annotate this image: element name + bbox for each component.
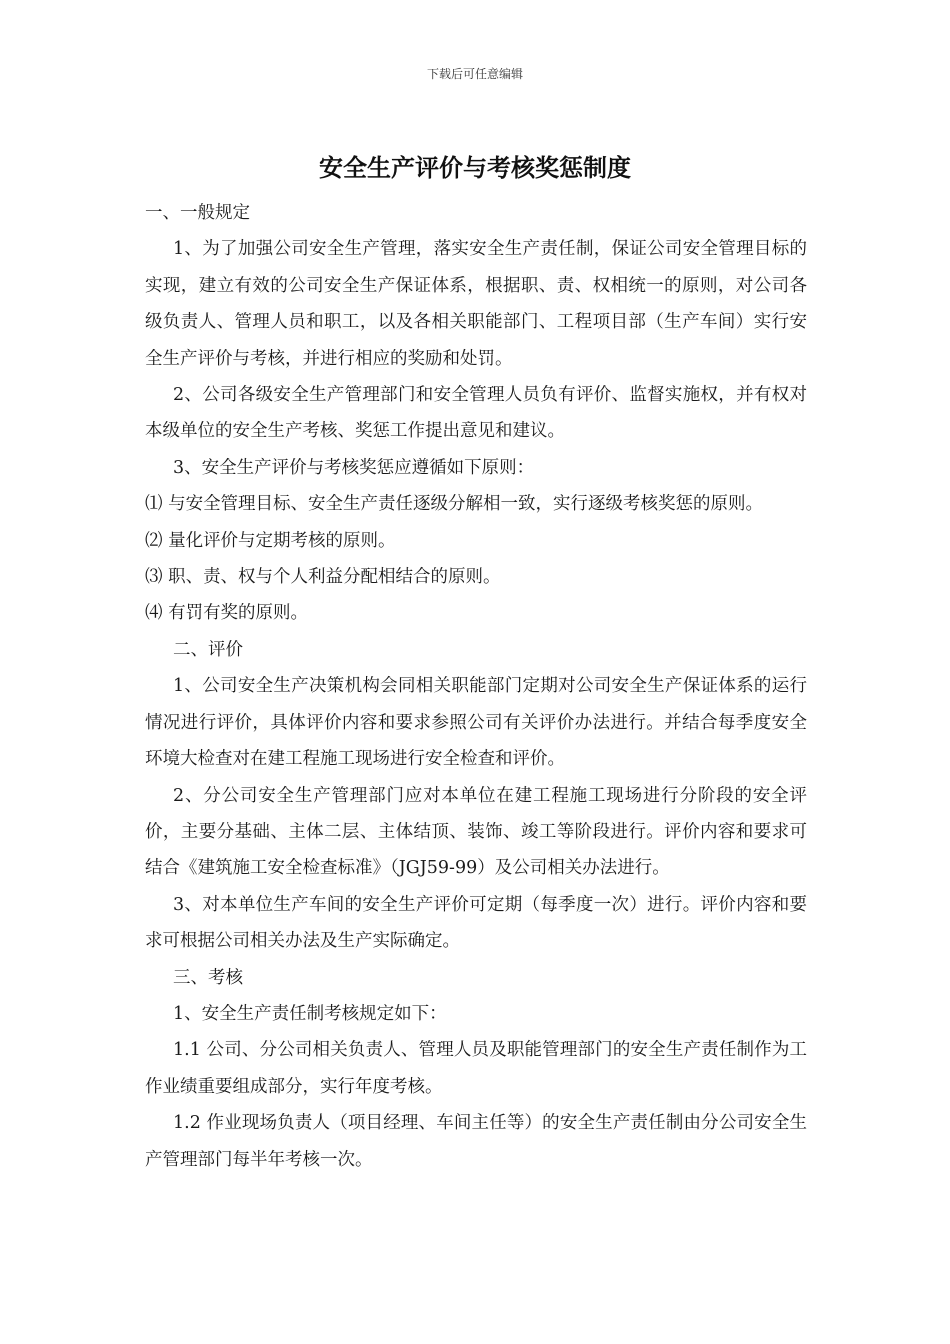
section-heading-assessment: 三、考核 xyxy=(173,967,243,988)
list-item: ⑵ 量化评价与定期考核的原则。 xyxy=(145,530,396,551)
paragraph: 1、为了加强公司安全生产管理，落实安全生产责任制，保证公司安全管理目标的实现，建立有效的公司安全生产保证体系，根据职、责、权相统一的原则，对公司各级负责人、管理人员和职工，以及各相关职能部门、工程项目部（生产车间）实行安全生产评价与考核，并进行相应的奖励和处罚。 xyxy=(145,239,807,369)
paragraph: 2、公司各级安全生产管理部门和安全管理人员负有评价、监督实施权，并有权对本级单位的安全生产考核、奖惩工作提出意见和建议。 xyxy=(145,385,807,442)
paragraph: 1、安全生产责任制考核规定如下： xyxy=(173,1003,447,1024)
paragraph: 1.1 公司、分公司相关负责人、管理人员及职能管理部门的安全生产责任制作为工作业绩重要组成部分，实行年度考核。 xyxy=(145,1040,807,1097)
paragraph: 2、分公司安全生产管理部门应对本单位在建工程施工现场进行分阶段的安全评价，主要分基础、主体二层、主体结顶、装饰、竣工等阶段进行。评价内容和要求可结合《建筑施工安全检查标准》（JGJ59-99）及公司相关办法进行。 xyxy=(145,785,807,879)
document-title: 安全生产评价与考核奖惩制度 xyxy=(319,153,631,182)
header-note: 下载后可任意编辑 xyxy=(426,67,523,81)
document-body xyxy=(145,195,807,1178)
paragraph: 3、对本单位生产车间的安全生产评价可定期（每季度一次）进行。评价内容和要求可根据公司相关办法及生产实际确定。 xyxy=(145,894,807,952)
paragraph: 3、安全生产评价与考核奖惩应遵循如下原则： xyxy=(173,457,535,478)
section-heading-evaluation: 二、评价 xyxy=(173,639,243,660)
paragraph: 1.2 作业现场负责人（项目经理、车间主任等）的安全生产责任制由分公司安全生产管理部门每半年考核一次。 xyxy=(145,1113,807,1170)
section-heading-general: 一、一般规定 xyxy=(145,203,250,223)
list-item: ⑶ 职、责、权与个人利益分配相结合的原则。 xyxy=(145,567,501,588)
list-item: ⑴ 与安全管理目标、安全生产责任逐级分解相一致，实行逐级考核奖惩的原则。 xyxy=(145,494,764,515)
paragraph: 1、公司安全生产决策机构会同相关职能部门定期对公司安全生产保证体系的运行情况进行评价，具体评价内容和要求参照公司有关评价办法进行。并结合每季度安全环境大检查对在建工程施工现场进行安全检查和评价。 xyxy=(145,676,807,770)
list-item: ⑷ 有罚有奖的原则。 xyxy=(145,603,309,624)
